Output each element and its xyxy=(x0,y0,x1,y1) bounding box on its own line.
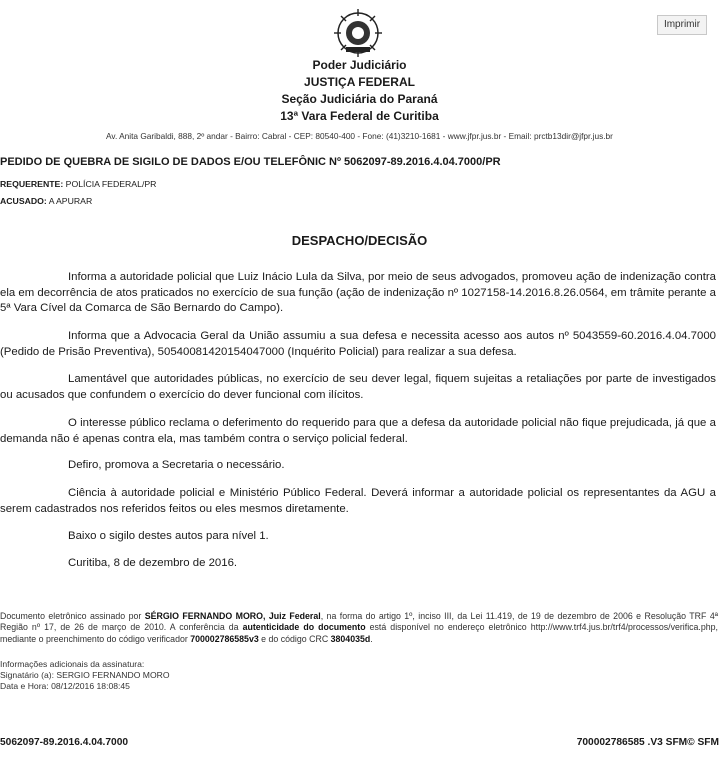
requerente-line xyxy=(0,179,156,189)
requerente-value: POLÍCIA FEDERAL/PR xyxy=(65,179,157,189)
paragraph-7: Baixo o sigilo destes autos para nível 1. xyxy=(68,530,269,542)
acusado-line xyxy=(0,196,92,206)
header-line-4: 13ª Vara Federal de Curitiba xyxy=(280,109,439,123)
requerente-label: REQUERENTE: xyxy=(0,179,64,189)
paragraph-4: O interesse público reclama o deferimento do requerido para que a defesa da autoridade policial não fique prejudicada, já que a demanda não é apenas contra ela, mas também contra o serviço policial federal. xyxy=(0,417,716,445)
acusado-label: ACUSADO: xyxy=(0,196,47,206)
header-line-1: Poder Judiciário xyxy=(312,58,407,72)
paragraph-8: Curitiba, 8 de dezembro de 2016. xyxy=(68,557,238,569)
footer-document-code: 700002786585 .V3 SFM© SFM xyxy=(576,737,719,748)
court-address: Av. Anita Garibaldi, 888, 2º andar - Bairro: Cabral - CEP: 80540-400 - Fone: (41)3210-1681 - www.jfpr.jus.br - Email: prctb13dir@jfpr.jus.br xyxy=(106,131,613,141)
paragraph-1: Informa a autoridade policial que Luiz Inácio Lula da Silva, por meio de seus advogados, promoveu ação de indenização contra ela em decorrência de atos praticados no exercício de sua função (ação de indenização nº 1027158-14.2016.8.26.0564, em trâmite perante a 5ª Vara Cível da Comarca de São Bernardo do Campo). xyxy=(0,271,716,314)
signature-datetime: Data e Hora: 08/12/2016 18:08:45 xyxy=(0,681,130,691)
signature-signatario: Signatário (a): SERGIO FERNANDO MORO xyxy=(0,670,170,680)
authenticity-label: autenticidade do documento xyxy=(242,622,366,633)
case-title: PEDIDO DE QUEBRA DE SIGILO DE DADOS E/OU TELEFÔNIC Nº 5062097-89.2016.4.04.7000/PR xyxy=(0,156,501,168)
acusado-value: A APURAR xyxy=(48,196,93,206)
footer-process-number: 5062097-89.2016.4.04.7000 xyxy=(0,737,129,748)
signer-name: SÉRGIO FERNANDO MORO, Juiz Federal xyxy=(144,611,321,621)
electronic-signature-note: Documento eletrônico assinado por SÉRGIO FERNANDO MORO, Juiz Federal, na forma do artigo 1º, inciso III, da Lei 11.419, de 19 de dezembro de 2006 e Resolução TRF 4ª Região nº 17, de 26 de março de 2010. A conferência da autenticidade do documento está disponível no endereço eletrônico http://www.trf4.jus.br/trf4/processos/verifica.php, mediante o preenchimento do código verificador 700002786585v3 e do código CRC 3804035d. xyxy=(0,611,718,644)
verifier-code: 700002786585v3 xyxy=(190,633,259,644)
paragraph-3: Lamentável que autoridades públicas, no exercício de seu dever legal, fiquem sujeitas a retaliações por parte de investigados ou acusados que confundem o exercício do dever funcional com ilícitos. xyxy=(0,373,716,401)
header-line-2: JUSTIÇA FEDERAL xyxy=(304,75,415,89)
paragraph-5: Defiro, promova a Secretaria o necessário. xyxy=(68,459,285,471)
print-button[interactable]: Imprimir xyxy=(657,15,707,35)
paragraph-2: Informa que a Advocacia Geral da União assumiu a sua defesa e necessita acesso aos autos nº 5043559-60.2016.4.04.7000 (Pedido de Prisão Preventiva), 50540081420154047000 (Inquérito Policial) para realizar a sua defesa. xyxy=(0,330,716,358)
crc-code: 3804035d xyxy=(330,633,371,644)
signature-info-title: Informações adicionais da assinatura: xyxy=(0,659,145,669)
paragraph-6: Ciência à autoridade policial e Ministério Público Federal. Deverá informar a autoridade policial os representantes da AGU a serem cadastrados nos referidos feitos ou eles mesmos diretamente. xyxy=(0,487,716,515)
brazil-coat-of-arms-icon xyxy=(333,8,383,58)
document-heading: DESPACHO/DECISÃO xyxy=(291,233,428,248)
header-line-3: Seção Judiciária do Paraná xyxy=(281,92,438,106)
